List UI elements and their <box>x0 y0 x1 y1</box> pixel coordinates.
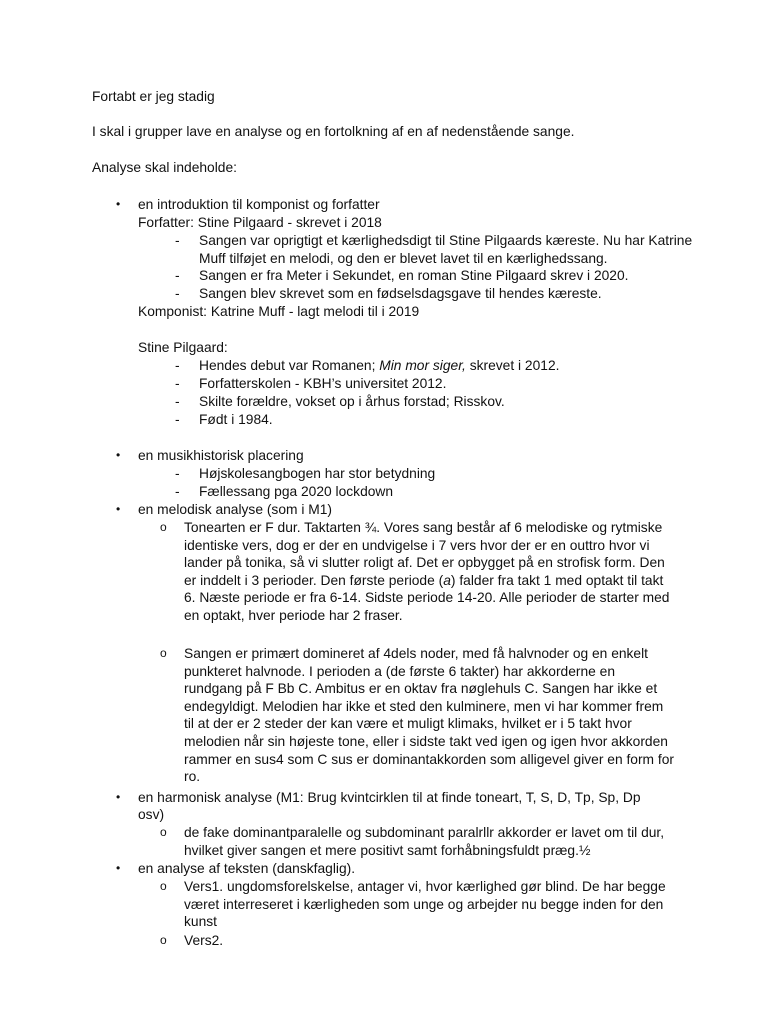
dash-icon: - <box>175 376 180 391</box>
stine-item: Skilte forældre, vokset op i århus forstad; Risskov. <box>199 394 505 409</box>
forfatter-item: Sangen er fra Meter i Sekundet, en roman Stine Pilgaard skrev i 2020. <box>199 268 629 283</box>
komponist-line: Komponist: Katrine Muff - lagt melodi til i 2019 <box>138 304 420 319</box>
text-analysis-item: Vers1. ungdomsforelskelse, antager vi, hvor kærlighed gør blind. De har begge været interreseret i kærligheden som unge og arbejder nu begge inden for den kunst <box>184 879 666 930</box>
circle-bullet-icon: o <box>160 520 167 534</box>
period-label: a <box>443 572 451 588</box>
stine-item-text: Hendes debut var Romanen; <box>199 358 380 373</box>
melodic-text: Tonearten er F dur. Taktarten ¾. Vores sang består af 6 melodiske og rytmiske identiske vers, dog er der en undvigelse i 7 vers hvor der er en outtro hvor vi lander på tonika, så vi slutter roligt af. Det er opbygget på en strofisk form. Den er inddelt i 3 perioder. Den første periode ( <box>184 520 665 588</box>
melodic-paragraph <box>184 519 674 625</box>
circle-bullet-icon: o <box>160 646 167 660</box>
forfatter-line: Forfatter: Stine Pilgaard - skrevet i 2018 <box>138 215 382 230</box>
section-music-history-title: en musikhistorisk placering <box>138 448 304 463</box>
dash-icon: - <box>175 394 180 409</box>
stine-item: Født i 1984. <box>199 412 273 427</box>
section-intro-title: en introduktion til komponist og forfatter <box>138 197 380 212</box>
dash-icon: - <box>175 233 180 248</box>
melodic-paragraph: Sangen er primært domineret af 4dels noder, med få halvnoder og en enkelt punkteret halvnode. I perioden a (de første 6 takter) har akkorderne en rundgang på F Bb C. Ambitus er en oktav fra nøglehuls C. Sangen har ikke et endegyldigt. Melodien har ikke et sted den kulminere, men vi har kommer frem til at der er 2 steder der kan være et muligt klimaks, hvilket er i 5 takt hvor melodien når sin højeste tone, eller i sidste takt ved igen og igen hvor akkorden rammer en sus4 som C sus er dominantakkorden som alligevel giver en form for ro. <box>184 646 674 785</box>
circle-bullet-icon: o <box>160 879 167 893</box>
stine-item <box>199 357 699 375</box>
dash-icon: - <box>175 412 180 427</box>
stine-item-text: skrevet i 2012. <box>465 358 560 373</box>
stine-heading: Stine Pilgaard: <box>138 340 228 355</box>
book-title: Min mor siger, <box>379 358 466 373</box>
forfatter-item: Sangen blev skrevet som en fødselsdagsgave til hendes kæreste. <box>199 286 602 301</box>
section-harmonic-title: en harmonisk analyse (M1: Brug kvintcirklen til at finde toneart, T, S, D, Tp, Sp, Dp <box>138 790 641 805</box>
music-history-item: Fællessang pga 2020 lockdown <box>199 484 394 499</box>
analyse-heading: Analyse skal indeholde: <box>92 160 237 175</box>
bullet-icon: • <box>116 790 121 804</box>
section-melodic-title: en melodisk analyse (som i M1) <box>138 502 332 517</box>
melodic-text: ) falder fra takt 1 med optakt til takt 6. Næste periode er fra 6-14. Sidste periode 14-20. Alle perioder de starter med en optakt, hver periode har 2 fraser. <box>184 572 670 623</box>
forfatter-item: Sangen var oprigtigt et kærlighedsdigt til Stine Pilgaards kæreste. Nu har Katrine Muff tilføjet en melodi, og den er blevet lavet til en kærlighedssang. <box>199 233 693 266</box>
section-harmonic-title-cont: osv) <box>138 807 165 822</box>
document-title: Fortabt er jeg stadig <box>92 89 215 104</box>
section-text-title: en analyse af teksten (danskfaglig). <box>138 861 356 876</box>
intro-text: I skal i grupper lave en analyse og en fortolkning af en af nedenstående sange. <box>92 124 575 139</box>
text-analysis-item: Vers2. <box>184 933 224 948</box>
dash-icon: - <box>175 466 180 481</box>
bullet-icon: • <box>116 502 121 516</box>
stine-item: Forfatterskolen - KBH’s universitet 2012. <box>199 376 447 391</box>
dash-icon: - <box>175 268 180 283</box>
bullet-icon: • <box>116 861 121 875</box>
music-history-item: Højskolesangbogen har stor betydning <box>199 466 436 481</box>
bullet-icon: • <box>116 448 121 462</box>
harmonic-item: de fake dominantparalelle og subdominant paralrllr akkorder er lavet om til dur, hvilket giver sangen et mere positivt samt forhåbningsfuldt præg.½ <box>184 825 665 858</box>
dash-icon: - <box>175 358 180 373</box>
circle-bullet-icon: o <box>160 825 167 839</box>
dash-icon: - <box>175 484 180 499</box>
bullet-icon: • <box>116 197 121 211</box>
dash-icon: - <box>175 286 180 301</box>
circle-bullet-icon: o <box>160 933 167 947</box>
